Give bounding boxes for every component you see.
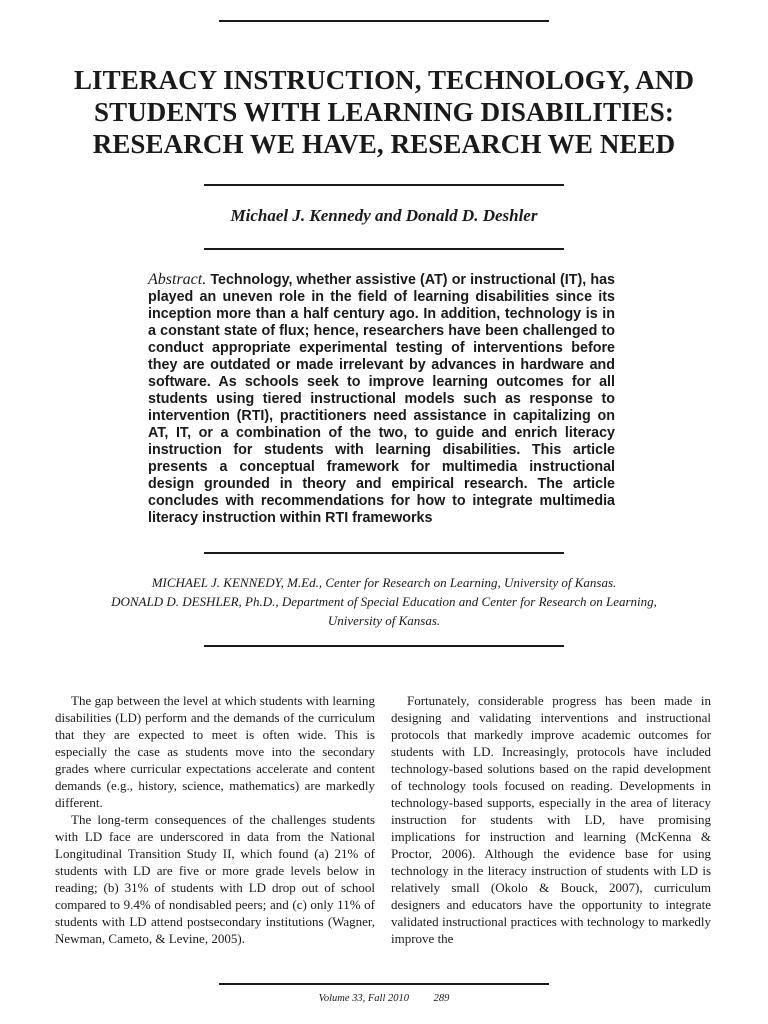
paragraph: Fortunately, considerable progress has been made in designing and validating interventions and instructional protocols that markedly improve academic outcomes for students with LD. Increasingly, protocols have included technology-based solutions based on the rapid development of technology tools focused on reading. Developments in technology-based supports, especially in the area of literacy instruction for students with LD, have promising implications for instruction and learning (McKenna & Proctor, 2006). Although the evidence base for using technology in the literacy instruction of students with LD is relatively small (Okolo & Bouck, 2007), curriculum designers and educators have the opportunity to integrate validated instructional practices with technology to markedly improve the: [391, 693, 711, 946]
paragraph: The gap between the level at which students with learning disabilities (LD) perform and the demands of the curriculum that they are expected to meet is often wide. This is especially the case as students move into the secondary grades where curricular expectations accelerate and content demands (e.g., history, science, mathematics) are markedly different.: [55, 693, 375, 810]
affiliations: [96, 573, 672, 630]
page-footer: [0, 993, 768, 1004]
article-title: [40, 64, 728, 160]
title-line-2: STUDENTS WITH LEARNING DISABILITIES:: [93, 97, 675, 127]
abstract-label: Abstract.: [148, 271, 207, 288]
title-rule: [204, 184, 564, 186]
title-line-1: LITERACY INSTRUCTION, TECHNOLOGY, AND: [73, 65, 695, 95]
abstract: [148, 271, 615, 527]
abstract-text: Technology, whether assistive (AT) or instructional (IT), has played an uneven role in the field of learning disabilities since its inception more than a half century ago. In addition, technology is in a constant state of flux; hence, researchers have been challenged to conduct appropriate experimental testing of interventions before they are outdated or made irrelevant by advances in hardware and software. As schools seek to improve learning outcomes for all students using tiered instructional models such as response to intervention (RTI), practitioners need assistance in capitalizing on AT, IT, or a combination of the two, to guide and enrich literacy instruction for students with learning disabilities. This article presents a conceptual framework for multimedia instructional design grounded in theory and empirical research. The article concludes with recommendations for how to integrate multimedia literacy instruction within RTI frameworks: [148, 272, 615, 526]
footer-rule: [219, 983, 549, 985]
body-column-left: [55, 692, 375, 947]
affiliation-line-2: DONALD D. DESHLER, Ph.D., Department of Special Education and Center for Research on Learning,: [111, 594, 657, 609]
top-rule: [219, 20, 549, 22]
author-rule: [204, 248, 564, 250]
abstract-rule: [204, 552, 564, 554]
journal-volume: Volume 33, Fall 2010: [318, 993, 410, 1004]
paragraph: The long-term consequences of the challenges students with LD face are underscored in data from the National Longitudinal Transition Study II, which found (a) 21% of students with LD are five or more grade levels below in reading; (b) 31% of students with LD drop out of school compared to 9.4% of nondisabled peers; and (c) only 11% of students with LD attend postsecondary institutions (Wagner, Newman, Cameto, & Levine, 2005).: [55, 812, 375, 946]
author-names: Michael J. Kennedy and Donald D. Deshler: [230, 206, 538, 225]
page-number: 289: [433, 993, 450, 1004]
affiliation-rule: [204, 645, 564, 647]
body-column-right: [391, 692, 711, 947]
affiliation-line-3: University of Kansas.: [327, 613, 441, 628]
title-line-3: RESEARCH WE HAVE, RESEARCH WE NEED: [92, 129, 676, 159]
affiliation-line-1: MICHAEL J. KENNEDY, M.Ed., Center for Research on Learning, University of Kansas.: [151, 575, 617, 590]
